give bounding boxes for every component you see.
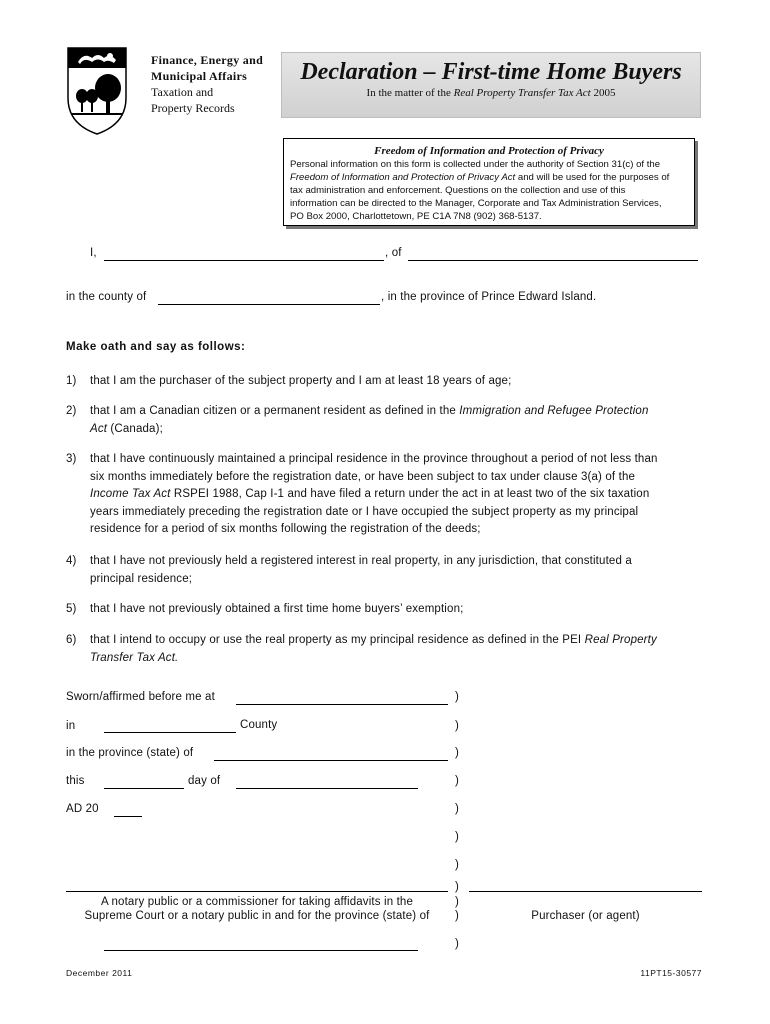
item-text-part: that I am a Canadian citizen or a permanent resident as defined in the [90, 405, 460, 417]
privacy-line-2 [290, 171, 688, 184]
item-number: 5) [66, 603, 77, 615]
item-text [90, 632, 706, 667]
notary-caption-line-1: A notary public or a commissioner for taking affidavits in the [100, 896, 414, 908]
page-subtitle [282, 87, 700, 99]
bracket: ) [455, 896, 459, 908]
privacy-act-name: Freedom of Information and Protection of Privacy Act [290, 172, 516, 183]
bracket: ) [455, 938, 459, 950]
province-label: , in the province of Prince Edward Island. [381, 291, 597, 303]
item-text: that I am the purchaser of the subject property and I am at least 18 years of age; [90, 375, 512, 387]
item-act: Real Property [584, 634, 657, 646]
county-word: County [240, 719, 278, 731]
item-line: principal residence; [90, 572, 193, 585]
bracket: ) [455, 720, 459, 732]
item-act: Income Tax Act [90, 488, 171, 500]
day-field[interactable] [104, 788, 184, 789]
list-item [66, 403, 706, 438]
list-item [66, 373, 706, 391]
notary-caption-line-2: Supreme Court or a notary public in and for the province (state) of [84, 910, 430, 922]
page-title: Declaration – First-time Home Buyers [300, 59, 682, 85]
item-number: 3) [66, 453, 77, 465]
privacy-line-5: PO Box 2000, Charlottetown, PE C1A 7N8 (902) 368-5137. [290, 211, 542, 222]
item-act: Immigration and Refugee Protection [459, 405, 649, 417]
item-number: 1) [66, 375, 77, 387]
month-field[interactable] [236, 788, 418, 789]
i-label: I, [90, 247, 97, 259]
subtitle-prefix: In the matter of the [366, 87, 454, 99]
footer-date: December 2011 [66, 968, 133, 978]
bracket: ) [455, 691, 459, 703]
sworn-county-field[interactable] [104, 732, 236, 733]
item-text-part: that I intend to occupy or use the real property as my principal residence as defined in the PEI [90, 634, 585, 646]
bracket: ) [455, 831, 459, 843]
item-line: residence for a period of six months following the registration of the deeds; [90, 523, 481, 535]
item-line: years immediately preceding the registration date or I have occupied the subject property as my principal [90, 505, 639, 518]
purchaser-caption: Purchaser (or agent) [531, 910, 640, 922]
bracket: ) [455, 747, 459, 759]
item-line: RSPEI 1988, Cap I-1 and have filed a return under the act in at least two of the six taxation [170, 488, 650, 500]
bracket: ) [455, 859, 459, 871]
purchaser-signature-field[interactable] [469, 891, 702, 892]
privacy-line-1: Personal information on this form is collected under the authority of Section 31(c) of the [290, 159, 661, 170]
item-text [90, 403, 706, 438]
year-field[interactable] [114, 816, 142, 817]
privacy-line-2-rest: and will be used for the purposes of [515, 172, 670, 183]
sworn-province-field[interactable] [214, 760, 448, 761]
item-line: that I have continuously maintained a principal residence in the province throughout a period of not less than [90, 453, 658, 465]
privacy-notice [283, 138, 695, 226]
notary-signature-field[interactable] [66, 891, 448, 892]
item-act: Act [90, 422, 108, 435]
county-field[interactable] [158, 304, 380, 305]
dept-line-1: Finance, Energy and [151, 53, 264, 67]
list-item [66, 553, 706, 588]
list-item [66, 451, 706, 539]
day-of-label: day of [188, 775, 221, 787]
item-number: 4) [66, 555, 77, 567]
item-act: Transfer Tax Act. [90, 651, 179, 664]
province-state-label: in the province (state) of [66, 747, 194, 759]
notary-province-field[interactable] [104, 950, 418, 951]
privacy-line-4: information can be directed to the Manager, Corporate and Tax Administration Services, [290, 198, 662, 209]
item-number: 2) [66, 405, 77, 417]
in-label: in [66, 720, 76, 732]
subtitle-suffix: 2005 [590, 87, 616, 99]
bracket: ) [455, 881, 459, 893]
ad-label: AD 20 [66, 803, 99, 815]
list-item [66, 632, 706, 667]
list-item [66, 601, 706, 619]
title-banner [281, 52, 701, 118]
privacy-line-3: tax administration and enforcement. Questions on the collection and use of this [290, 185, 626, 196]
item-line: that I have not previously held a registered interest in real property, in any jurisdiction, that constituted a [90, 555, 632, 567]
of-label: , of [385, 247, 402, 259]
address-field[interactable] [408, 260, 698, 261]
bracket: ) [455, 803, 459, 815]
bracket: ) [455, 910, 459, 922]
privacy-heading: Freedom of Information and Protection of Privacy [374, 145, 604, 157]
item-text [90, 451, 706, 539]
oath-heading: Make oath and say as follows: [66, 341, 246, 353]
this-label: this [66, 775, 85, 787]
subtitle-act: Real Property Transfer Tax Act [453, 87, 591, 99]
dept-line-4: Property Records [151, 101, 235, 115]
department-name [151, 52, 263, 116]
name-field[interactable] [104, 260, 384, 261]
dept-line-2: Municipal Affairs [151, 69, 248, 83]
dept-line-3: Taxation and [151, 85, 214, 99]
item-text-part: (Canada); [107, 422, 163, 435]
bracket: ) [455, 775, 459, 787]
sworn-place-field[interactable] [236, 704, 448, 705]
item-text: that I have not previously obtained a first time home buyers’ exemption; [90, 603, 464, 615]
item-text [90, 553, 706, 588]
pei-coat-of-arms-icon [64, 44, 130, 136]
form-code: 11PT15-30577 [640, 968, 702, 978]
item-line: six months immediately before the registration date, or have been subject to tax under clause 3(a) of the [90, 470, 636, 483]
item-number: 6) [66, 634, 77, 646]
sworn-before-label: Sworn/affirmed before me at [66, 691, 215, 703]
county-label: in the county of [66, 291, 147, 303]
